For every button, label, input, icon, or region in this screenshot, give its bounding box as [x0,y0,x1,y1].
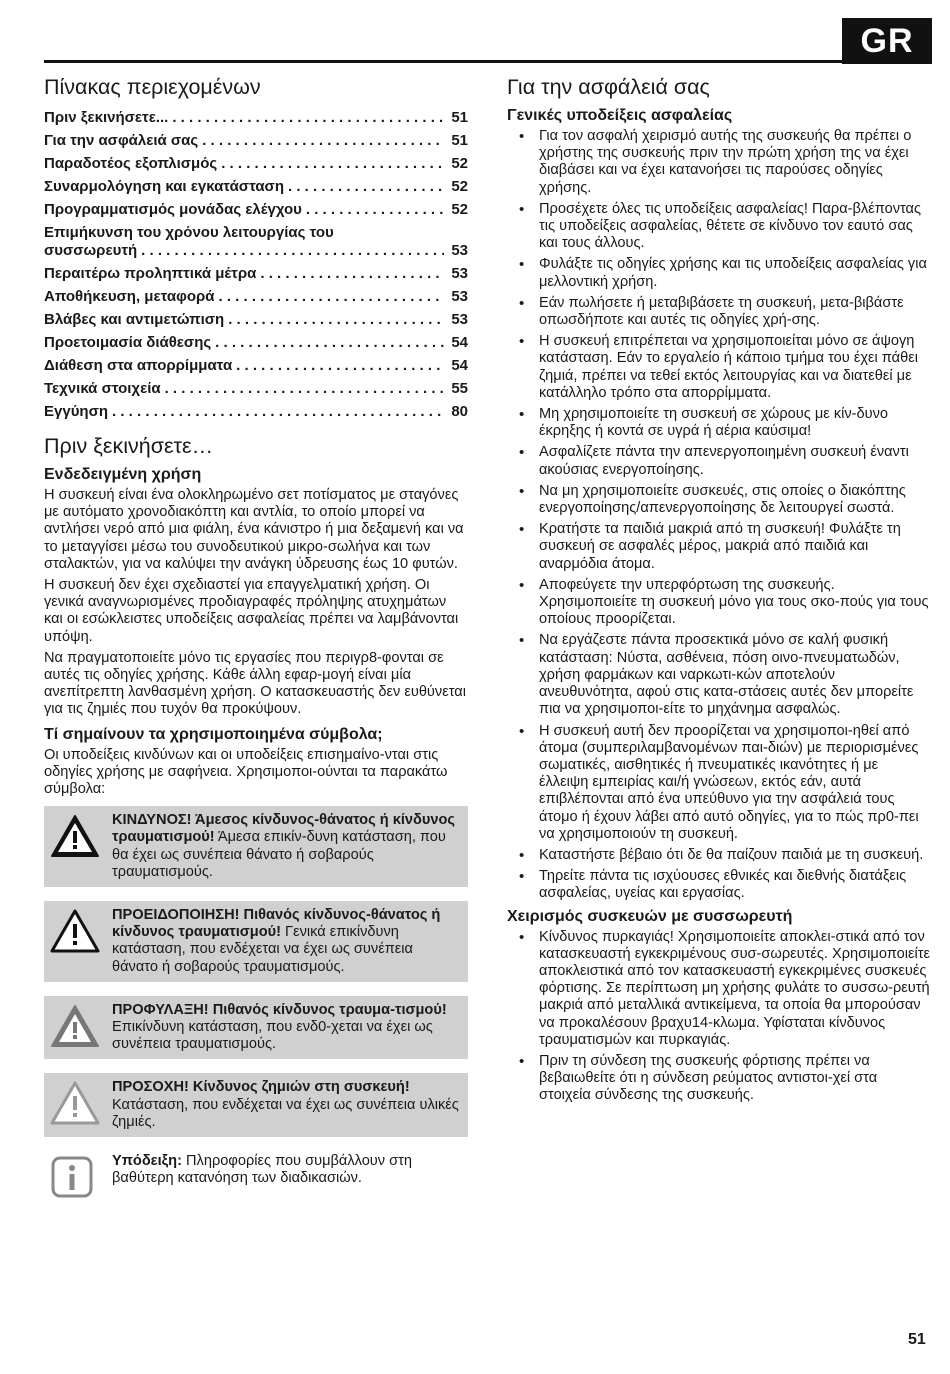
section-title-safety: Για την ασφάλειά σας [507,75,710,99]
toc-item[interactable]: Συναρμολόγηση και εγκατάσταση . . . 52 [44,175,468,198]
danger-text: ΚΙΝΔΥΝΟΣ! Άμεσος κίνδυνος-θάνατος ή κίνδυνος τραυματισμού! Άμεσα επικίν-δυνη κατάσταση, που θα έχει ως συνέπεια θάνατο ή σοβαρούς τραυματισμούς. [112,812,455,880]
list-item: • Για τον ασφαλή χειρισμό αυτής της συσκευής θα πρέπει ο χρήστης της συσκευής πριν την πρώτη χρήση της να έχει διαβάσει και να έχει κατανοήσει τις παρούσες οδηγίες χρήσης. [507,128,931,197]
right-column [507,74,931,1109]
caution-triangle-icon [50,1004,100,1048]
danger-box [44,806,468,887]
list-item: • Καταστήστε βέβαιο ότι δε θα παίζουν παιδιά με τη συσκευή. [507,847,931,864]
list-item: • Κρατήστε τα παιδιά μακριά από τη συσκευή! Φυλάξτε τη συσκευή σε ασφαλές μέρος, μακριά από παιδιά και αναρμόδια άτομα. [507,521,931,573]
top-rule [44,60,900,63]
toc-item-label-line1: Επιμήκυνση του χρόνου λειτουργίας του [44,224,334,241]
toc-item[interactable]: Εγγύηση . . . 80 [44,400,468,423]
toc-title: Πίνακας περιεχομένων [44,75,261,99]
list-item: • Εάν πωλήσετε ή μεταβιβάσετε τη συσκευή, μετα-βιβάστε οπωσδήποτε και αυτές τις οδηγίες χρή-σης. [507,295,931,329]
toc-item[interactable]: Αποθήκευση, μεταφορά . . . 53 [44,285,468,308]
warning-triangle-icon [50,909,100,953]
attention-box [44,1073,468,1137]
list-item: • Ασφαλίζετε πάντα την απενεργοποιημένη συσκευή έναντι ακούσιας ενεργοποίησης. [507,444,931,478]
table-of-contents [44,106,468,423]
warning-box [44,901,468,982]
page-number: 51 [908,1331,926,1348]
toc-item[interactable]: Προετοιμασία διάθεσης . . . 54 [44,331,468,354]
left-column [44,74,468,1219]
info-text: Υπόδειξη: Πληροφορίες που συμβάλλουν στη βαθύτερη κατανόηση των διαδικασιών. [112,1153,413,1187]
list-item: • Κίνδυνος πυρκαγιάς! Χρησιμοποιείτε αποκλει-στικά από τον κατασκευαστή εγκεκριμένους συσ-σωρευτές. Χρησιμοποιείτε αποκλειστικά από τον κατασκευαστή εγκεκριμένες συσκευές φόρτισης. Σε περίπτωση μη χρήσης φυλάτε το συσσω-ρευτή μακριά από μεταλλικά αντικείμενα, τα οποία θα μπορούσαν να προκαλέσουν βραχυ14-κλωμα. Υφίσταται κίνδυνος τραυματισμών και πυρκαγιάς. [507,929,931,1049]
general-safety-list [507,128,931,903]
paragraph: Η συσκευή δεν έχει σχεδιαστεί για επαγγελματική χρήση. Οι γενικά αναγνωρισμένες προδιαγραφές πρόληψης ατυχημάτων και οι εσώκλειστες υποδείξεις ασφαλείας πρέπει να λαμβάνονται υπόψη. [44,577,459,645]
toc-item[interactable]: Περαιτέρω προληπτικά μέτρα . . . 53 [44,262,468,285]
toc-item[interactable]: Παραδοτέος εξοπλισμός . . . 52 [44,152,468,175]
language-badge: GR [842,18,932,64]
list-item: • Αποφεύγετε την υπερφόρτωση της συσκευής. Χρησιμοποιείτε τη συσκευή μόνο για τους σκο-πούς για τους οποίους προορίζεται. [507,577,931,629]
toc-item[interactable]: Επιμήκυνση του χρόνου λειτουργίας του συσσωρευτή . . . 53 [44,221,468,262]
info-icon [50,1155,94,1199]
list-item: • Να εργάζεστε πάντα προσεκτικά μόνο σε καλή φυσική κατάσταση: Νύστα, ασθένεια, πόση οινο-πνευματωδών, χρήση φαρμάκων και ναρκωτι-κών αποτελούν ανευθυνότητα, αφού στις κατα-στάσεις αυτές δεν μπορείτε πια να χρησιμοποι-είτε το μηχάνημα ασφαλώς. [507,632,931,718]
toc-item[interactable]: Προγραμματισμός μονάδας ελέγχου . . . 52 [44,198,468,221]
attention-triangle-icon [50,1081,100,1125]
intended-use-heading: Ενδεδειγμένη χρήση [44,466,202,483]
list-item: • Προσέχετε όλες τις υποδείξεις ασφαλείας! Παρα-βλέποντας τις υποδείξεις ασφαλείας, θέτετε σε κίνδυνο τον εαυτό σας και τους άλλους. [507,201,931,253]
list-item: • Να μη χρησιμοποιείτε συσκευές, στις οποίες ο διακόπτης ενεργοποίησης/απενεργοποίησης δε λειτουργεί σωστά. [507,483,931,517]
list-item: • Μη χρησιμοποιείτε τη συσκευή σε χώρους με κίν-δυνο έκρηξης ή κοντά σε υγρά ή αέρια καύσιμα! [507,406,931,440]
symbols-heading: Τί σημαίνουν τα χρησιμοποιημένα σύμβολα; [44,725,383,743]
info-box [44,1151,468,1205]
toc-item[interactable]: Διάθεση στα απορρίμματα . . . 54 [44,354,468,377]
paragraph: Η συσκευή είναι ένα ολοκληρωμένο σετ ποτίσματος με σταγόνες με αυτόματο χρονοδιακόπτη και αντλία, το οποίο μπορεί να αντλήσει νερό από μια φιάλη, ένα κάνιστρο ή μια δεξαμενή και να το μεταγγίσει μέσω του συνοδευτικού μικρο-σωλήνα και των σταλακτών, για να καλύψει την ανάγκη ύδρευσης έως 10 φυτών. [44,487,464,572]
caution-text: ΠΡΟΦΥΛΑΞΗ! Πιθανός κίνδυνος τραυμα-τισμού! Επικίνδυνη κατάσταση, που ενδ0-χεται να έχει ως συνέπεια τραυματισμούς. [112,1001,447,1053]
list-item: • Η συσκευή επιτρέπεται να χρησιμοποιείται μόνο σε άψογη κατάσταση. Εάν το εργαλείο ή κάποιο τμήμα του έχει πάθει ζημιά, πρέπει να τεθεί εκτός λειτουργίας και να διατεθεί με κατάλληλο τρόπο στα απορρίμματα. [507,333,931,402]
toc-item[interactable]: Βλάβες και αντιμετώπιση . . . 53 [44,308,468,331]
toc-item[interactable]: Πριν ξεκινήσετε... . . . 51 [44,106,468,129]
list-item: • Φυλάξτε τις οδηγίες χρήσης και τις υποδείξεις ασφαλείας για μελλοντική χρήση. [507,256,931,290]
paragraph: Να πραγματοποιείτε μόνο τις εργασίες που περιγρ8-φονται σε αυτές τις οδηγίες χρήσης. Κάθε άλλη εφαρ-μογή είναι μία ανεπίτρεπτη λανθασμένη χρήση. Ο κατασκευαστής δεν ευθύνεται για τις ζημιές που τυχόν θα προκύψουν. [44,649,466,718]
list-item: • Τηρείτε πάντα τις ισχύουσες εθνικές και διεθνής διατάξεις ασφαλείας, υγείας και εργασίας. [507,868,931,902]
battery-list [507,929,931,1105]
toc-item-label-line2: συσσωρευτή [44,242,138,259]
paragraph: Οι υποδείξεις κινδύνων και οι υποδείξεις επισημαίνο-νται στις οδηγίες χρήσης με σαφήνεια. Χρησιμοποι-ούνται τα παρακάτω σύμβολα: [44,746,448,798]
toc-item[interactable]: Τεχνικά στοιχεία . . . 55 [44,377,468,400]
warning-text: ΠΡΟΕΙΔΟΠΟΙΗΣΗ! Πιθανός κίνδυνος-θάνατος ή κίνδυνος τραυματισμού! Γενικά επικίνδυνη κατάσταση, που ενδέχεται να έχει ως συνέπεια θάνατο ή σοβαρούς τραυματισμούς. [112,907,441,975]
list-item: • Η συσκευή αυτή δεν προορίζεται να χρησιμοποι-ηθεί από άτομα (συμπεριλαμβανομένων παι-διών) με περιορισμένες σωματικές, αισθητικές ή πνευματικές ικανότητες ή με έλλειψη εμπειρίας και/ή γνώσεων, εκτός εάν, αυτά επιβλέπονται από ένα υπεύθυνο για την ασφάλειά τους άτομο ή έχουν λάβει από αυτό οδηγίες, για το πώς πρ0-πει να χρησιμοποιούν τη συσκευή. [507,723,931,843]
section-title-before: Πριν ξεκινήσετε… [44,434,214,458]
general-safety-heading: Γενικές υποδείξεις ασφαλείας [507,107,733,124]
danger-triangle-icon [50,814,100,858]
attention-text: ΠΡΟΣΟΧΗ! Κίνδυνος ζημιών στη συσκευή! Κατάσταση, που ενδέχεται να έχει ως συνέπεια υλικές ζημιές. [112,1079,459,1130]
toc-item[interactable]: Για την ασφάλειά σας . . . 51 [44,129,468,152]
list-item: • Πριν τη σύνδεση της συσκευής φόρτισης πρέπει να βεβαιωθείτε ότι η σύνδεση ρεύματος αντιστοι-χεί στα στοιχεία σύνδεσης της συσκευής. [507,1053,931,1105]
battery-heading: Χειρισμός συσκευών με συσσωρευτή [507,907,793,925]
caution-box [44,996,468,1060]
